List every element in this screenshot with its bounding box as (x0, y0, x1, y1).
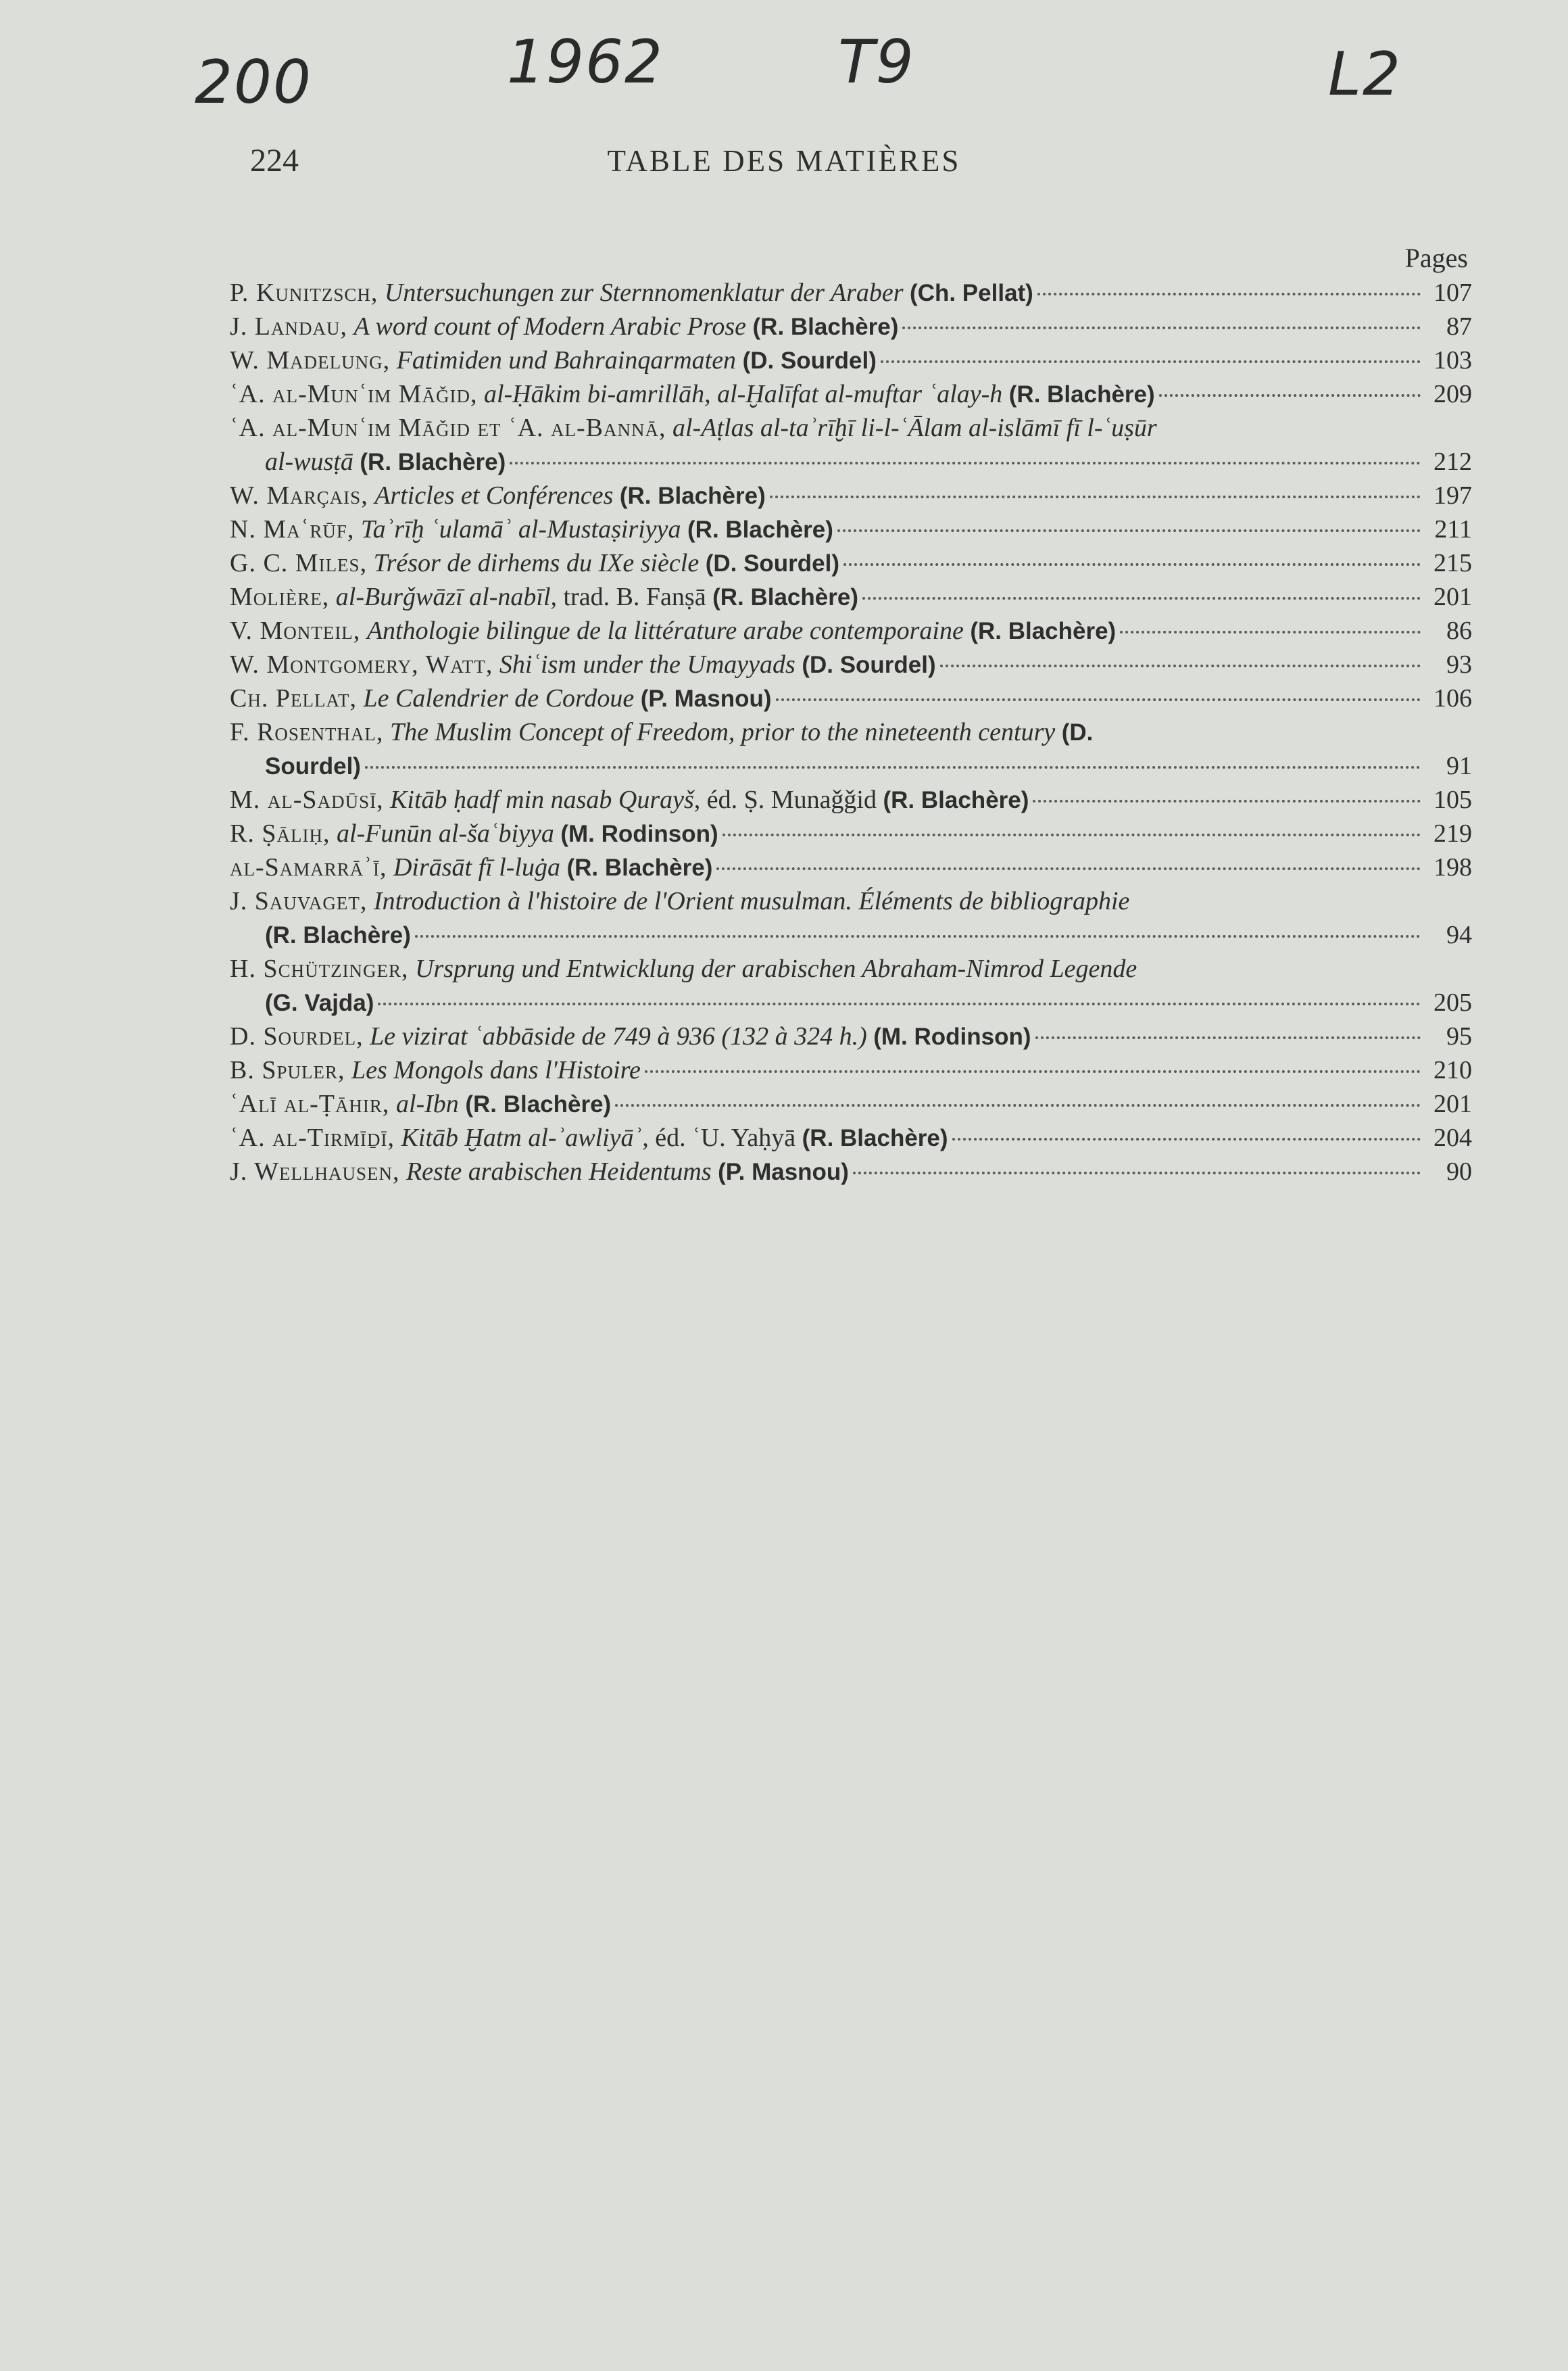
toc-line-text (265, 986, 374, 1020)
toc-line-text (230, 276, 1033, 310)
entry-page-number: 219 (1434, 819, 1472, 848)
entry-title: al-wusṭā (265, 448, 353, 476)
toc-line (230, 1020, 1472, 1053)
entry-reviewer: (Ch. Pellat) (910, 280, 1033, 306)
entry-title: al-Funūn al-šaʿbiyya (336, 819, 554, 848)
toc-entry (230, 884, 1472, 952)
dot-leader (952, 1138, 1421, 1141)
entry-title: Kitāb ḥadf min nasab Qurayš, (390, 786, 701, 814)
entry-reviewer: (P. Masnou) (718, 1159, 849, 1185)
toc-entry (230, 411, 1472, 479)
toc-line-text (230, 343, 877, 378)
toc-line-text (230, 580, 858, 615)
handwritten-note-a: 200 (195, 47, 312, 117)
entry-reviewer: (R. Blachère) (970, 618, 1117, 644)
entry-author: G. C. Miles, (230, 549, 368, 577)
entry-reviewer: (R. Blachère) (465, 1091, 612, 1118)
dot-leader (843, 563, 1421, 566)
entry-title: The Muslim Concept of Freedom, prior to the nineteenth century (389, 718, 1056, 746)
entry-title: al-Burǧwāzī al-nabīl, (335, 583, 557, 611)
toc-line (230, 681, 1472, 715)
page-number: 224 (250, 143, 299, 178)
entry-author: R. Ṣāliḥ, (230, 819, 330, 848)
entry-title: Taʾrīḫ ʿulamāʾ al-Mustaṣiriyya (360, 515, 681, 544)
toc-line-text (230, 715, 1093, 750)
toc-line (230, 918, 1472, 952)
entry-author: M. al-Sadūsī, (230, 786, 384, 814)
entry-reviewer: (D. Sourdel) (705, 550, 840, 577)
entry-reviewer: (R. Blachère) (360, 449, 506, 475)
dot-leader (881, 360, 1421, 363)
entry-title: Les Mongols dans l'Histoire (351, 1056, 641, 1084)
toc-line-text (230, 1155, 849, 1189)
entry-reviewer: (G. Vajda) (265, 990, 374, 1016)
entry-page-number: 94 (1446, 921, 1472, 949)
entry-title: Le vizirat ʿabbāside de 749 à 936 (132 à 324 h.) (370, 1022, 867, 1051)
toc-line-text (230, 884, 1129, 918)
toc-line (230, 1053, 1472, 1087)
dot-leader (510, 462, 1421, 464)
entry-title: Reste arabischen Heidentums (406, 1157, 712, 1186)
entry-title: Dirāsāt fī l-luġa (393, 853, 560, 882)
toc-line (230, 310, 1472, 343)
toc-entry (230, 377, 1472, 411)
entry-title: al-Aṭlas al-taʾrīḫī li-l-ʿĀlam al-islāmī fī l-ʿuṣūr (672, 414, 1157, 442)
toc-line-text (230, 377, 1155, 412)
dot-leader (615, 1104, 1421, 1107)
toc-entry (230, 479, 1472, 512)
entry-editor: éd. ʿU. Yaḥyā (648, 1124, 802, 1152)
toc-entry (230, 310, 1472, 343)
toc-line (230, 783, 1472, 817)
entry-reviewer: (R. Blachère) (619, 483, 766, 509)
dot-leader (1120, 631, 1421, 633)
entry-reviewer: (D. Sourdel) (742, 348, 877, 374)
entry-title: Ursprung und Entwicklung der arabischen Abraham-Nimrod Legende (415, 955, 1137, 983)
toc-entry (230, 1053, 1472, 1087)
entry-reviewer: (R. Blachère) (566, 855, 713, 881)
entry-reviewer: (R. Blachère) (712, 584, 858, 610)
toc-line-text (230, 648, 936, 682)
entry-reviewer: (R. Blachère) (883, 787, 1029, 813)
entry-page-number: 91 (1446, 752, 1472, 780)
pages-column-label: Pages (1404, 243, 1468, 273)
entry-title: al-Ibn (395, 1090, 459, 1118)
entry-reviewer: Sourdel) (265, 753, 361, 780)
entry-editor: éd. Ṣ. Munaǧǧid (700, 786, 883, 814)
entry-title: Fatimiden und Bahrainqarmaten (396, 346, 737, 375)
entry-page-number: 209 (1434, 380, 1472, 408)
toc-line (230, 411, 1472, 445)
toc-entry (230, 276, 1472, 310)
entry-page-number: 105 (1434, 786, 1472, 814)
dot-leader (716, 867, 1421, 870)
entry-page-number: 201 (1434, 583, 1472, 611)
toc-line (230, 884, 1472, 918)
toc-entry (230, 648, 1472, 681)
entry-page-number: 95 (1446, 1022, 1472, 1051)
toc-line (230, 986, 1472, 1020)
toc-entry (230, 715, 1472, 783)
toc-line (230, 749, 1472, 783)
toc-line (230, 512, 1472, 546)
dot-leader (645, 1070, 1421, 1073)
entry-page-number: 93 (1446, 650, 1472, 679)
entry-title: Trésor de dirhems du IXe siècle (373, 549, 700, 577)
entry-reviewer: (R. Blachère) (1008, 381, 1155, 408)
toc-line (230, 851, 1472, 884)
toc-line (230, 952, 1472, 986)
entry-page-number: 201 (1434, 1090, 1472, 1118)
entry-author: V. Monteil, (230, 617, 361, 645)
dot-leader (378, 1003, 1421, 1005)
entry-author: H. Schützinger, (230, 955, 409, 983)
entry-author: N. Maʿrūf, (230, 515, 355, 544)
toc-line-text (265, 749, 361, 784)
dot-leader (1033, 800, 1421, 803)
toc-entry (230, 681, 1472, 715)
entry-page-number: 212 (1434, 448, 1472, 476)
entry-page-number: 204 (1434, 1124, 1472, 1152)
dot-leader (1159, 394, 1421, 397)
entry-author: al-Samarrāʾī, (230, 853, 387, 882)
toc-line-text (230, 411, 1157, 445)
toc-line (230, 445, 1472, 479)
running-head-title: TABLE DES MATIÈRES (607, 144, 961, 178)
toc-line (230, 715, 1472, 749)
show-through-text (223, 1230, 1426, 1260)
toc-line-text (265, 918, 411, 953)
entry-page-number: 103 (1434, 346, 1472, 375)
toc-line (230, 648, 1472, 681)
toc-line-text (230, 1020, 1031, 1054)
toc-entry (230, 546, 1472, 580)
entry-page-number: 215 (1434, 549, 1472, 577)
toc-entry (230, 580, 1472, 614)
entry-reviewer: (D. Sourdel) (802, 652, 936, 678)
toc-line (230, 377, 1472, 411)
toc-line (230, 546, 1472, 580)
entry-author: Molière, (230, 583, 330, 611)
toc-line-text (230, 310, 898, 344)
entry-reviewer: (R. Blachère) (687, 517, 833, 543)
dot-leader (722, 834, 1421, 836)
toc-line-text (265, 445, 506, 479)
table-of-contents (230, 276, 1472, 1189)
toc-line-text (230, 952, 1137, 986)
toc-line-text (230, 851, 712, 885)
dot-leader (853, 1172, 1421, 1174)
toc-line-text (230, 546, 839, 581)
entry-author: W. Marçais, (230, 481, 368, 510)
dot-leader (770, 496, 1421, 498)
toc-line-text (230, 817, 718, 851)
entry-author: W. Madelung, (230, 346, 391, 375)
entry-reviewer: (R. Blachère) (802, 1125, 948, 1151)
toc-line-text (230, 479, 766, 513)
toc-entry (230, 1121, 1472, 1155)
toc-entry (230, 1087, 1472, 1121)
toc-line (230, 614, 1472, 648)
entry-title: Introduction à l'histoire de l'Orient musulman. Éléments de bibliographie (373, 887, 1130, 915)
toc-line (230, 1121, 1472, 1155)
toc-line (230, 1087, 1472, 1121)
entry-title: Shiʿism under the Umayyads (499, 650, 795, 679)
entry-page-number: 87 (1446, 312, 1472, 341)
entry-author: P. Kunitzsch, (230, 279, 378, 307)
entry-author: ʿA. al-Tirmīḏī, (230, 1124, 395, 1152)
entry-page-number: 86 (1446, 617, 1472, 645)
entry-reviewer: (R. Blachère) (752, 314, 899, 340)
toc-line (230, 817, 1472, 851)
dot-leader (415, 935, 1421, 938)
toc-line (230, 343, 1472, 377)
entry-author: ʿA. al-Munʿim Māǧid, (230, 380, 478, 408)
entry-reviewer: (M. Rodinson) (560, 821, 718, 847)
toc-line (230, 479, 1472, 512)
toc-entry (230, 614, 1472, 648)
dot-leader (940, 665, 1421, 667)
toc-line-text (230, 1121, 948, 1155)
toc-line (230, 1155, 1472, 1189)
handwritten-note-c: T9 (838, 27, 915, 97)
dot-leader (776, 698, 1421, 701)
toc-line-text (230, 783, 1029, 817)
toc-entry (230, 952, 1472, 1020)
entry-page-number: 106 (1434, 684, 1472, 713)
entry-page-number: 90 (1446, 1157, 1472, 1186)
toc-line-text (230, 1053, 641, 1087)
entry-author: F. Rosenthal, (230, 718, 384, 746)
entry-page-number: 205 (1434, 988, 1472, 1017)
dot-leader (365, 766, 1421, 769)
entry-author: B. Spuler, (230, 1056, 345, 1084)
toc-entry (230, 1155, 1472, 1189)
toc-entry (230, 343, 1472, 377)
entry-page-number: 210 (1434, 1056, 1472, 1084)
entry-page-number: 197 (1434, 481, 1472, 510)
entry-title: Kitāb Ḫatm al-ʾawliyāʾ, (401, 1124, 649, 1152)
dot-leader (862, 597, 1421, 600)
handwritten-note-d: L2 (1328, 39, 1402, 109)
toc-line-text (230, 614, 1116, 648)
toc-entry (230, 1020, 1472, 1053)
toc-line-text (230, 1087, 611, 1122)
entry-title: Le Calendrier de Cordoue (363, 684, 635, 713)
entry-page-number: 211 (1434, 515, 1472, 544)
dot-leader (1035, 1036, 1421, 1039)
dot-leader (837, 529, 1421, 532)
entry-author: J. Wellhausen, (230, 1157, 400, 1186)
entry-reviewer: (M. Rodinson) (873, 1024, 1031, 1050)
toc-line-text (230, 512, 833, 547)
entry-editor: trad. B. Fanṣā (557, 583, 713, 611)
toc-entry (230, 851, 1472, 884)
entry-title: Anthologie bilingue de la littérature arabe contemporaine (366, 617, 964, 645)
entry-title: Untersuchungen zur Sternnomenklatur der Araber (384, 279, 904, 307)
handwritten-note-b: 1962 (507, 27, 664, 97)
entry-author: Ch. Pellat, (230, 684, 357, 713)
entry-author: W. Montgomery, Watt, (230, 650, 493, 679)
entry-author: J. Landau, (230, 312, 347, 341)
entry-author: ʿA. al-Munʿim Māǧid et ʿA. al-Bannā, (230, 414, 666, 442)
toc-entry (230, 783, 1472, 817)
entry-title: al-Ḥākim bi-amrillāh, al-Ḫalīfat al-muftar ʿalay-h (483, 380, 1003, 408)
entry-page-number: 198 (1434, 853, 1472, 882)
entry-reviewer: (D. (1061, 719, 1094, 746)
entry-page-number: 107 (1434, 279, 1472, 307)
entry-title: A word count of Modern Arabic Prose (353, 312, 747, 341)
entry-author: D. Sourdel, (230, 1022, 364, 1051)
toc-line-text (230, 681, 772, 716)
entry-reviewer: (R. Blachère) (265, 922, 411, 949)
entry-reviewer: (P. Masnou) (640, 686, 772, 712)
toc-line (230, 580, 1472, 614)
entry-author: ʿAlī al-Ṭāhir, (230, 1090, 390, 1118)
entry-author: J. Sauvaget, (230, 887, 368, 915)
toc-line (230, 276, 1472, 310)
dot-leader (902, 327, 1421, 329)
dot-leader (1037, 293, 1421, 295)
toc-entry (230, 817, 1472, 851)
toc-entry (230, 512, 1472, 546)
entry-title: Articles et Conférences (374, 481, 614, 510)
